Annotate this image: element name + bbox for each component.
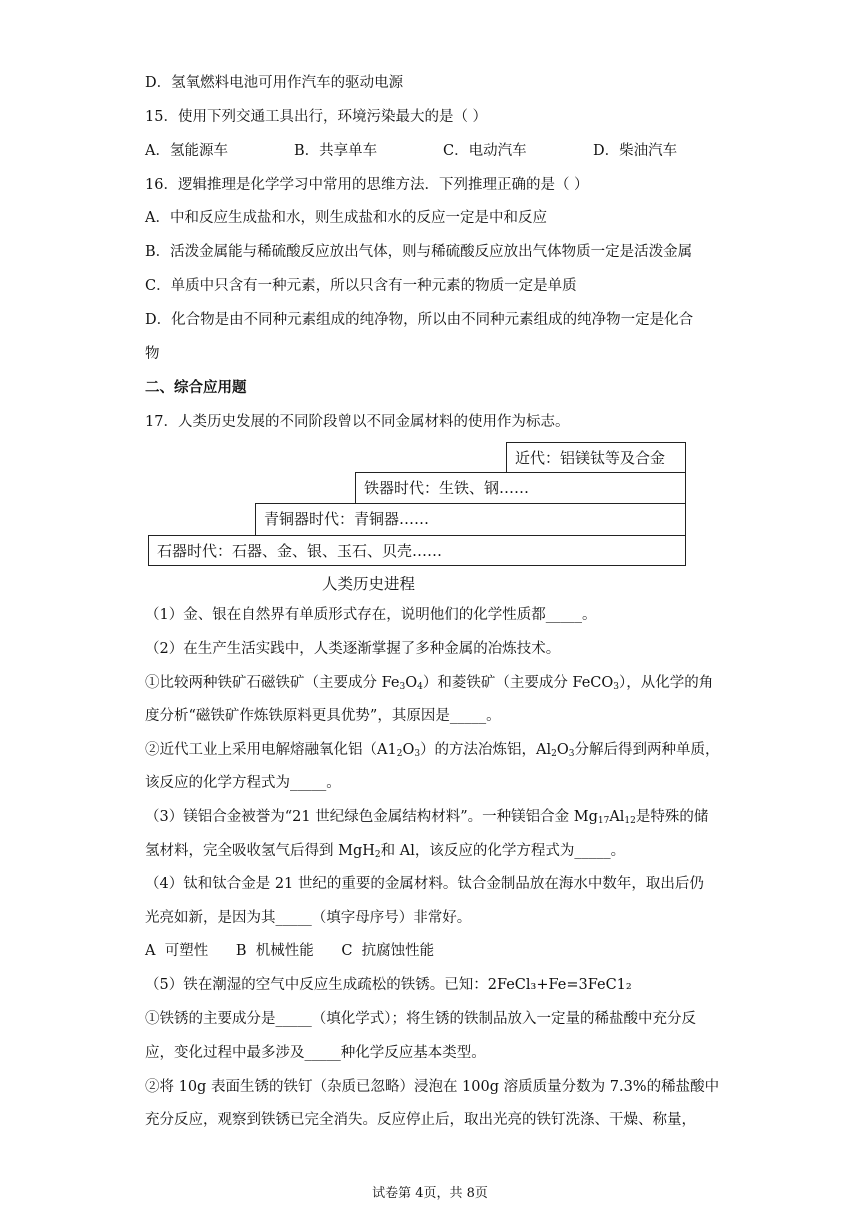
subscript: 2 (396, 749, 403, 759)
text-run: 是特殊的储 (635, 809, 709, 825)
q16-option-c: C．单质中只含有一种元素，所以只含有一种元素的物质一定是单质 (145, 278, 577, 294)
q17-part1: （1）金、银在自然界有单质形式存在，说明他们的化学性质都_____。 (145, 607, 597, 623)
q16-option-a: A．中和反应生成盐和水，则生成盐和水的反应一定是中和反应 (145, 210, 547, 226)
q15-stem: 15．使用下列交通工具出行，环境污染最大的是（ ） (145, 109, 488, 125)
q15-option-c: C．电动汽车 (443, 143, 527, 159)
subscript: 12 (624, 816, 636, 826)
text-run: ①比较两种铁矿石磁铁矿（主要成分 Fe (145, 675, 400, 691)
q17-part4: （4）钛和钛合金是 21 世纪的重要的金属材料。钛合金制品放在海水中数年，取出后仍 (145, 876, 704, 892)
q17-part5a: ①铁锈的主要成分是_____（填化学式）；将生锈的铁制品放入一定量的稀盐酸中充分反 (145, 1011, 696, 1027)
subscript: 17 (597, 816, 610, 826)
q17-part2b-cont: 该反应的化学方程式为_____。 (145, 775, 341, 791)
text-run: ②近代工业上采用电解熔融氧化铝（A1 (145, 742, 397, 758)
q17-part5b: ②将 10g 表面生锈的铁钉（杂质已忽略）浸泡在 100g 溶质质量分数为 7.3%的稀盐酸中 (145, 1079, 720, 1095)
text-run: O (405, 675, 418, 691)
q17-part5b-cont: 充分反应，观察到铁锈已完全消失。反应停止后，取出光亮的铁钉洗涤、干燥、称量， (145, 1112, 696, 1128)
q17-part4-cont: 光亮如新，是因为其_____（填字母序号）非常好。 (145, 910, 472, 926)
q17-stem: 17．人类历史发展的不同阶段曾以不同金属材料的使用作为标志。 (145, 414, 570, 430)
q17-part2a (145, 673, 713, 693)
text-run: 分解后得到两种单质， (574, 742, 720, 758)
text-run: 氢材料，完全吸收氢气后得到 MgH (145, 843, 375, 859)
q17-part2b (145, 740, 720, 760)
q16-stem: 16．逻辑推理是化学学习中常用的思维方法．下列推理正确的是（ ） (145, 177, 589, 193)
q17-part5a-cont: 应，变化过程中最多涉及_____种化学反应基本类型。 (145, 1045, 486, 1061)
q15-option-a: A．氢能源车 (145, 143, 228, 159)
q17-part2: （2）在生产生活实践中，人类逐渐掌握了多种金属的冶炼技术。 (145, 641, 561, 657)
q15-option-b: B．共享单车 (294, 143, 378, 159)
q14-option-d: D．氢氧燃料电池可用作汽车的驱动电源 (145, 75, 404, 91)
text-run: ）和菱铁矿（主要成分 FeCO (422, 675, 614, 691)
q17-part2a-cont: 度分析“磁铁矿作炼铁原料更具优势”，其原因是_____。 (145, 708, 501, 724)
text-run: O (402, 742, 415, 758)
subscript: 2 (551, 749, 557, 759)
subscript: 3 (613, 682, 620, 692)
diagram-iron-step: 铁器时代：生铁、钢…… (355, 472, 686, 504)
q16-option-b: B．活泼金属能与稀硫酸反应放出气体，则与稀硫酸反应放出气体物质一定是活泼金属 (145, 244, 693, 260)
q17-part3-cont (145, 841, 625, 861)
subscript: 4 (417, 682, 423, 692)
q17-part5: （5）铁在潮湿的空气中反应生成疏松的铁锈。已知：2FeCl₃+Fe=3FeC1₂ (145, 977, 632, 993)
subscript: 3 (399, 682, 406, 692)
text-run: ），从化学的角 (619, 675, 714, 691)
q16-option-d: D．化合物是由不同种元素组成的纯净物，所以由不同种元素组成的纯净物一定是化合 (145, 312, 694, 328)
text-run: ）的方法冶炼铝，Al (420, 742, 552, 758)
diagram-caption: 人类历史进程 (322, 575, 416, 593)
text-run: O (556, 742, 569, 758)
subscript: 3 (568, 749, 575, 759)
subscript: 2 (374, 850, 381, 860)
page-footer: 试卷第 4页，共 8页 (372, 1186, 488, 1201)
text-run: 和 Al，该反应的化学方程式为_____。 (380, 843, 626, 859)
q17-part4-options: A 可塑性 B 机械性能 C 抗腐蚀性能 (145, 943, 435, 959)
subscript: 3 (414, 749, 421, 759)
q17-part3 (145, 807, 708, 827)
diagram-bronze-step: 青铜器时代：青铜器…… (255, 503, 686, 536)
text-run: （3）镁铝合金被誉为“21 世纪绿色金属结构材料”。一种镁铝合金 Mg (145, 809, 598, 825)
q15-option-d: D．柴油汽车 (593, 143, 678, 159)
diagram-stone-step: 石器时代：石器、金、银、玉石、贝壳…… (148, 535, 686, 566)
text-run: Al (609, 809, 625, 825)
diagram-modern-step: 近代：铝镁钛等及合金 (506, 442, 686, 473)
q16-option-d-cont: 物 (145, 346, 160, 362)
section-heading: 二、综合应用题 (145, 380, 247, 396)
